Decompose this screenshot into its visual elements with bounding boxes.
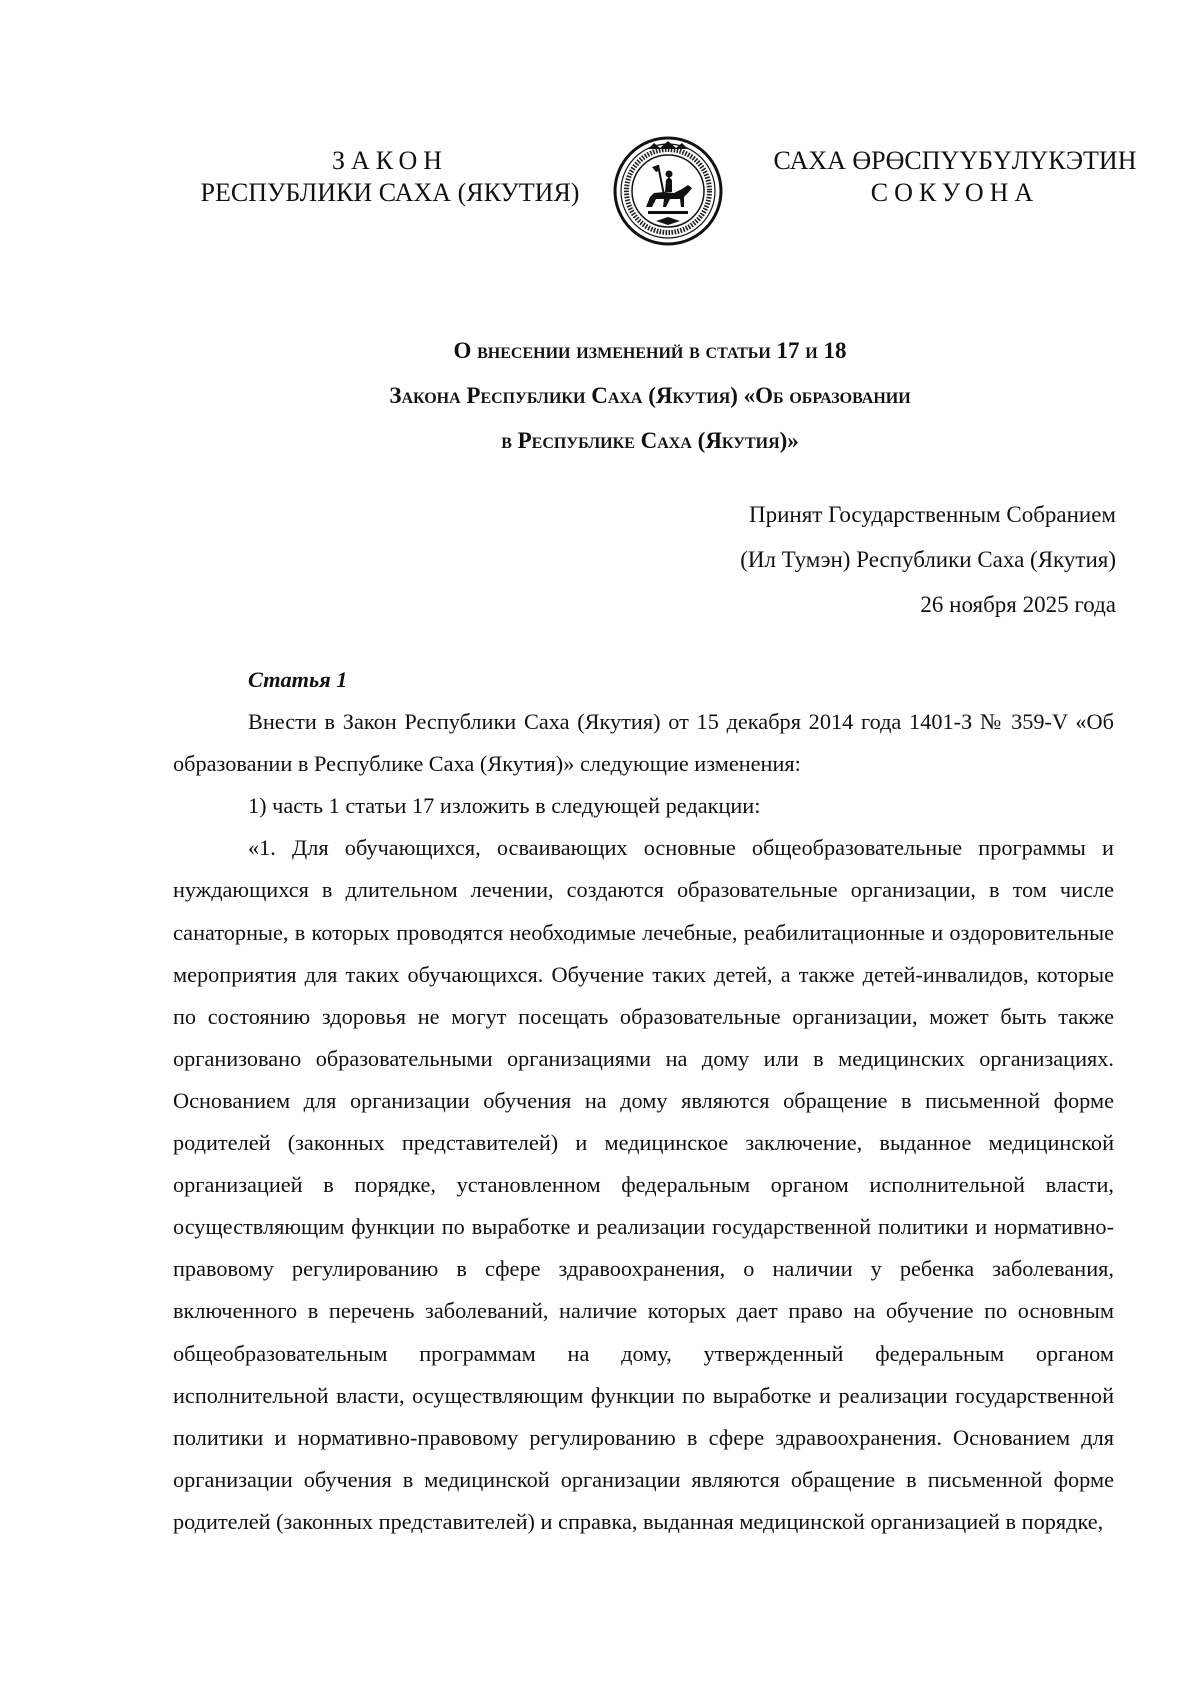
adoption-date: 26 ноября 2025 года — [920, 592, 1116, 617]
paragraph-new-text: «1. Для обучающихся, осваивающих основные общеобразовательные программы и нуждающихся в длительном лечении, создаются образовательные организации, в том числе санаторные, в которых проводятся необходимые лечебные, реабилитационные и оздоровительные мероприятия для таких обучающихся. Обучение таких детей, а также детей-инвалидов, которые по состоянию здоровья не могут посещать образовательные организации, может быть также организовано образовательными организациями на дому или в медицинских организациях. Основанием для организации обучения на дому являются обращение в письменной форме родителей (законных представителей) и медицинское заключение, выданное медицинской организацией в порядке, установленном федеральным органом исполнительной власти, осуществляющим функции по выработке и реализации государственной политики и нормативно-правовому регулированию в сфере здравоохранения, о наличии у ребенка заболевания, включенного в перечень заболеваний, наличие которых дает право на обучение по основным общеобразовательным программам на дому, утвержденный федеральным органом исполнительной власти, осуществляющим функции по выработке и реализации государственной политики и нормативно-правовому регулированию в сфере здравоохранения. Основанием для организации обучения в медицинской организации являются обращение в письменной форме родителей (законных представителей) и справка, выданная медицинской организацией в порядке, — [173, 835, 1114, 1534]
title-line-1: О внесении изменений в статьи 17 и 18 — [453, 338, 847, 363]
title-line-2: Закона Республики Саха (Якутия) «Об образовании — [389, 383, 911, 408]
adoption-note — [740, 492, 1116, 627]
coat-of-arms-emblem — [612, 135, 724, 247]
document-body — [173, 659, 1114, 1543]
paragraph-item-1: 1) часть 1 статьи 17 изложить в следующей редакции: — [248, 793, 761, 819]
article-heading: Статья 1 — [248, 667, 348, 692]
header-left-subtitle: РЕСПУБЛИКИ САХА (ЯКУТИЯ) — [200, 178, 580, 207]
adoption-line-2: (Ил Тумэн) Республики Саха (Якутия) — [740, 547, 1116, 572]
header-right — [760, 145, 1150, 209]
header-left-title: ЗАКОН — [331, 146, 449, 175]
header-right-title: САХА ӨРӨСПҮҮБҮЛҮКЭТИН — [773, 146, 1137, 175]
document-title — [200, 328, 1100, 463]
paragraph-intro: Внести в Закон Республики Саха (Якутия) от 15 декабря 2014 года 1401-З № 359-V «Об образовании в Республике Саха (Якутия)» следующие изменения: — [173, 709, 1114, 777]
header-left — [180, 145, 600, 209]
title-line-3: в Республике Саха (Якутия)» — [501, 428, 799, 453]
adoption-line-1: Принят Государственным Собранием — [748, 502, 1116, 527]
header-right-subtitle: СОКУОНА — [870, 178, 1040, 207]
